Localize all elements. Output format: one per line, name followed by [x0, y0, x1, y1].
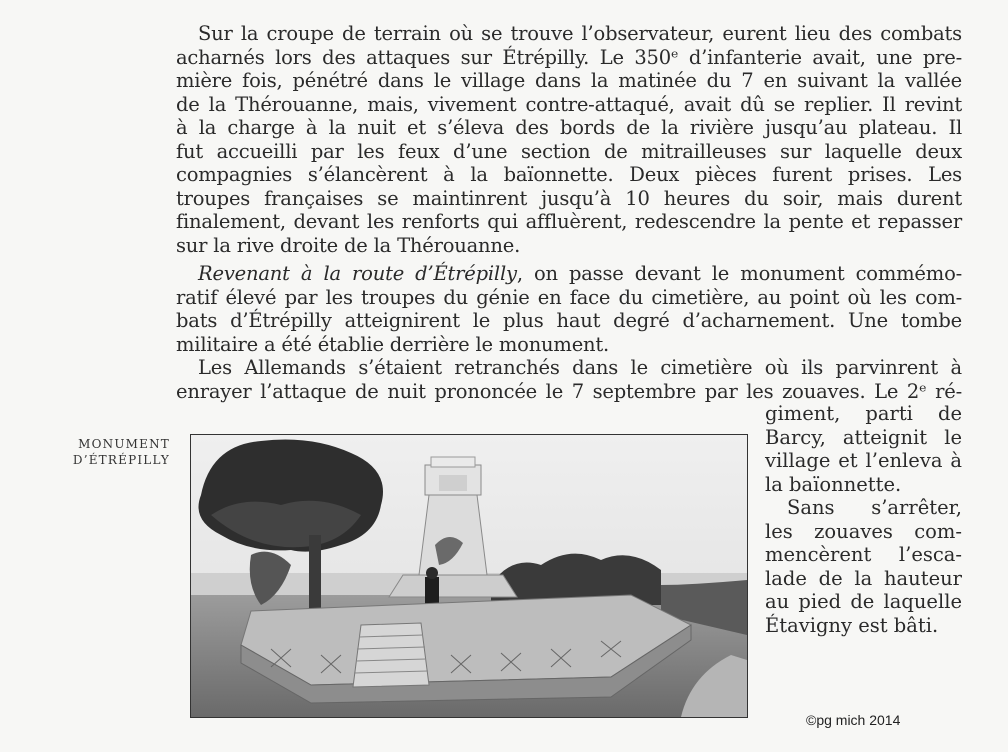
text-line: lade de la hauteur — [765, 566, 962, 590]
text-line: Les Allemands s’étaient retranchés dans le cimetière où ils parvinrent à — [198, 356, 962, 379]
paragraph-combats — [176, 22, 962, 257]
caption-line: MONUMENT — [78, 437, 170, 451]
text-line: finalement, devant les renforts qui affluèrent, redescendre la pente et repasser — [176, 210, 962, 233]
text-line: Sur la croupe de terrain où se trouve l’observateur, eurent lieu des combats — [198, 22, 962, 45]
text-line: militaire a été établie derrière le monument. — [176, 332, 610, 356]
copyright-watermark: ©pg mich 2014 — [806, 712, 901, 728]
text-line: troupes françaises se maintinrent jusqu’à 10 heures du soir, mais durent — [176, 186, 962, 210]
paragraph-allemands — [176, 356, 962, 403]
monument-photo — [190, 434, 748, 718]
text-line: la baïonnette. — [765, 472, 902, 496]
text-line: giment, parti de — [765, 402, 962, 425]
text-line: mencèrent l’esca- — [765, 543, 962, 566]
text-line: sur la rive droite de la Thérouanne. — [176, 233, 521, 257]
text-line: fut accueilli par les feux d’une section de mitrailleuses sur laquelle deux — [176, 139, 962, 163]
wrapped-text-column — [765, 402, 962, 637]
photo-caption — [60, 436, 170, 468]
text-line: mière fois, pénétré dans le village dans la matinée du 7 en suivant la vallée — [176, 69, 962, 92]
caption-line: D’ÉTRÉPILLY — [72, 453, 170, 467]
text-line: Étavigny est bâti. — [765, 613, 939, 637]
text-line: de la Thérouanne, mais, vivement contre-attaqué, avait dû se replier. Il revint — [176, 92, 962, 116]
text-line: au pied de laquelle — [765, 590, 962, 613]
text-line: bats d’Étrépilly atteignirent le plus haut degré d’acharnement. Une tombe — [176, 309, 962, 332]
monument-illustration — [191, 435, 747, 717]
text-line: les zouaves com- — [765, 519, 962, 543]
text-line: Barcy, atteignit le — [765, 425, 962, 449]
text-line: Revenant à la route d’Étrépilly, on passe devant le monument commémo- — [198, 262, 962, 285]
text-line: village et l’enleva à — [765, 449, 962, 472]
text-line: Sans s’arrêter, — [787, 496, 962, 519]
paragraph-monument — [176, 262, 962, 356]
text-line: compagnies s’élancèrent à la baïonnette. Deux pièces furent prises. Les — [176, 163, 962, 186]
text-line: acharnés lors des attaques sur Étrépilly. Le 350ᵉ d’infanterie avait, une pre- — [176, 45, 962, 69]
text-line: à la charge à la nuit et s’éleva des bords de la rivière jusqu’au plateau. Il — [176, 116, 962, 139]
text-line: enrayer l’attaque de nuit prononcée le 7 septembre par les zouaves. Le 2ᵉ ré- — [176, 379, 962, 403]
text-line: ratif élevé par les troupes du génie en face du cimetière, au point où les com- — [176, 285, 962, 309]
italic-phrase: Revenant à la route d’Étrépilly — [198, 262, 517, 285]
